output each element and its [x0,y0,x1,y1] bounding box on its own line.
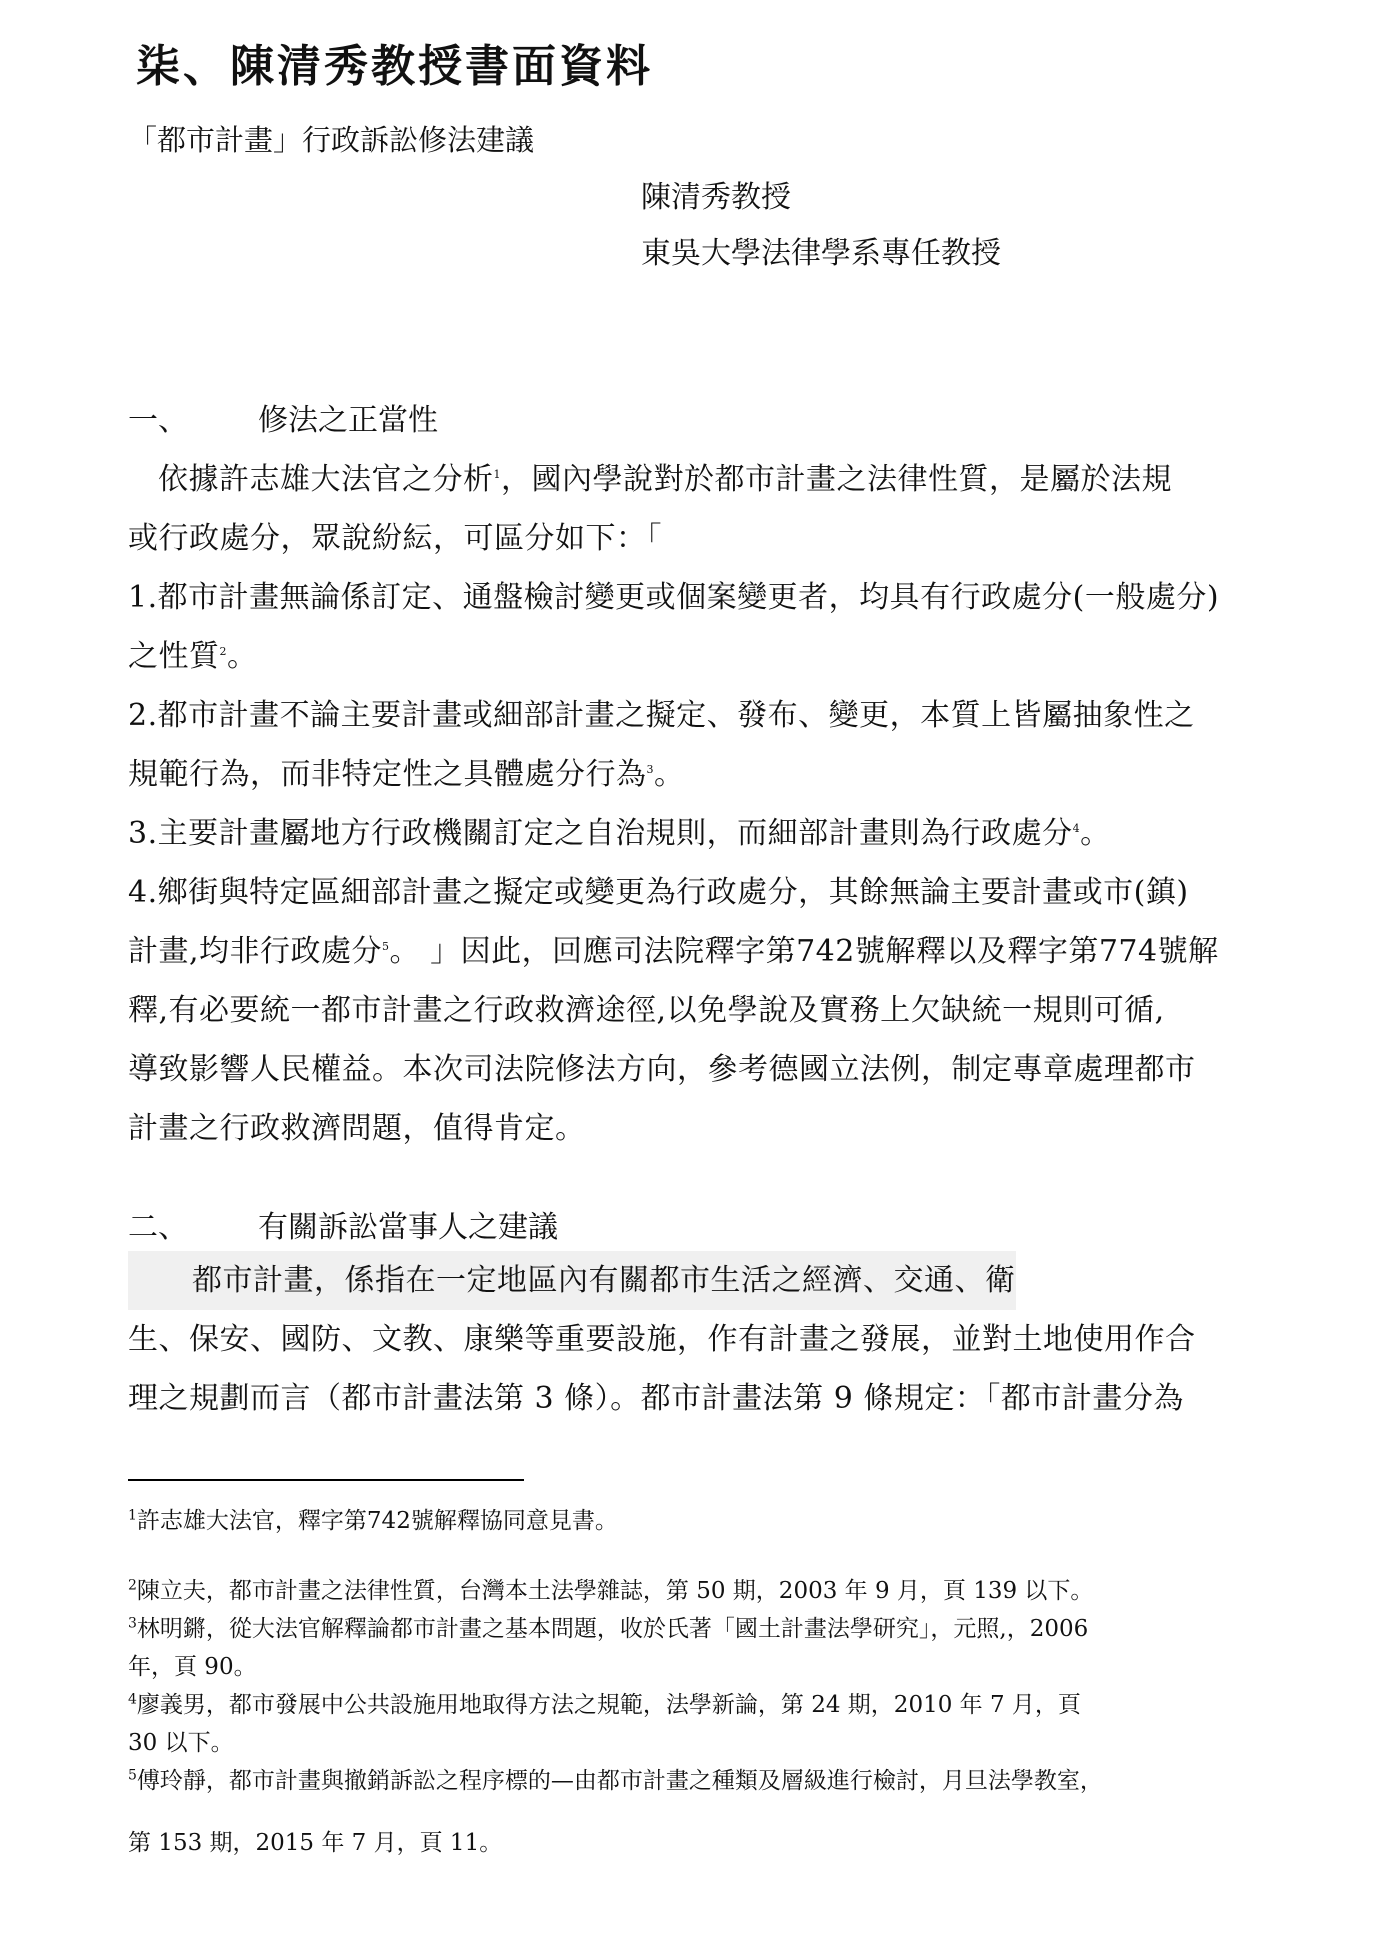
author-affiliation: 東吳大學法律學系專任教授 [641,236,1001,271]
section2-number: 二、 [128,1210,188,1245]
list-item-4-line1: 4.鄉街與特定區細部計畫之擬定或變更為行政處分，其餘無論主要計畫或市(鎮) [128,875,1189,910]
footnote-ref-4[interactable]: 4 [1072,822,1081,835]
footnote-ref-5[interactable]: 5 [382,940,390,953]
footnote-ref-2[interactable]: 2 [219,645,227,658]
list-item-4-line2: 計畫,均非行政處分$^5$。 」因此，回應司法院釋字第742號解釋以及釋字第774號解 [128,934,1219,969]
section1-title: 修法之正當性 [258,403,438,438]
section1-para1-line2: 或行政處分，眾說紛紜，可區分如下：「 [128,521,662,556]
list-item-3: 3.主要計畫屬地方行政機關訂定之自治規則，而細部計畫則為行政處分$^4$。 [128,816,1111,851]
list-item-1-line2: 之性質$^2$。 [128,639,258,674]
section1-para2-line2: 導致影響人民權益。本次司法院修法方向，參考德國立法例，制定專章處理都市 [128,1052,1196,1087]
footnote-2: $^2$陳立夫，都市計畫之法律性質，台灣本土法學雜誌，第 50 期，2003 年 9 月，頁 139 以下。 [128,1577,1094,1604]
footnote-4-line1: $^4$廖義男，都市發展中公共設施用地取得方法之規範，法學新論，第 24 期，2010 年 7 月，頁 [128,1691,1081,1718]
footnote-5-line1: $^5$傅玲靜，都市計畫與撤銷訴訟之程序標的—由都市計畫之種類及層級進行檢討，月旦法學教室， [128,1767,1103,1794]
footnote-4-line2: 30 以下。 [128,1730,234,1756]
footnote-separator [128,1479,524,1481]
list-item-1-line1: 1.都市計畫無論係訂定、通盤檢討變更或個案變更者，均具有行政處分(一般處分) [128,580,1220,615]
section2-para1-line3: 理之規劃而言（都市計畫法第 3 條）。都市計畫法第 9 條規定：「都市計畫分為 [128,1381,1184,1416]
footnote-3-line1: $^3$林明鏘，從大法官解釋論都市計畫之基本問題，收於氏著「國土計畫法學研究」，元照,，2006 [128,1615,1089,1642]
document-subtitle: 「都市計畫」行政訴訟修法建議 [128,123,535,157]
list-item-2-line1: 2.都市計畫不論主要計畫或細部計畫之擬定、發布、變更，本質上皆屬抽象性之 [128,698,1195,733]
footnote-ref-1[interactable]: 1 [493,468,501,481]
main-heading: 柒、陳清秀教授書面資料 [136,41,653,92]
section1-number: 一、 [128,403,188,438]
section1-body [128,450,1278,1158]
section1-para2-line1: 釋,有必要統一都市計畫之行政救濟途徑,以免學說及實務上欠缺統一規則可循, [128,993,1165,1028]
footnote-1: $^1$許志雄大法官，釋字第742號解釋協同意見書。 [128,1507,618,1534]
section2-title: 有關訴訟當事人之建議 [258,1210,558,1245]
footnote-3-line2: 年，頁 90。 [128,1654,257,1680]
footnotes-2-4 [128,1572,1278,1800]
section1-para1-line1: 依據許志雄大法官之分析$^1$，國內學說對於都市計畫之法律性質，是屬於法規 [158,462,1172,497]
section2-para1-line2: 生、保安、國防、文教、康樂等重要設施，作有計畫之發展，並對土地使用作合 [128,1322,1196,1357]
footnote-5-line2: 第 153 期，2015 年 7 月，頁 11。 [128,1830,503,1856]
section2-body [128,1251,1278,1428]
footnote-1-number: 1 [128,1507,137,1524]
list-item-2-line2: 規範行為，而非特定性之具體處分行為$^3$。 [128,757,685,792]
author-name: 陳清秀教授 [641,180,791,215]
footnote-ref-3[interactable]: 3 [646,763,654,776]
section2-para1-line1: 都市計畫，係指在一定地區內有關都市生活之經濟、交通、衛 [128,1251,1278,1310]
section1-para2-line3: 計畫之行政救濟問題，值得肯定。 [128,1111,586,1146]
